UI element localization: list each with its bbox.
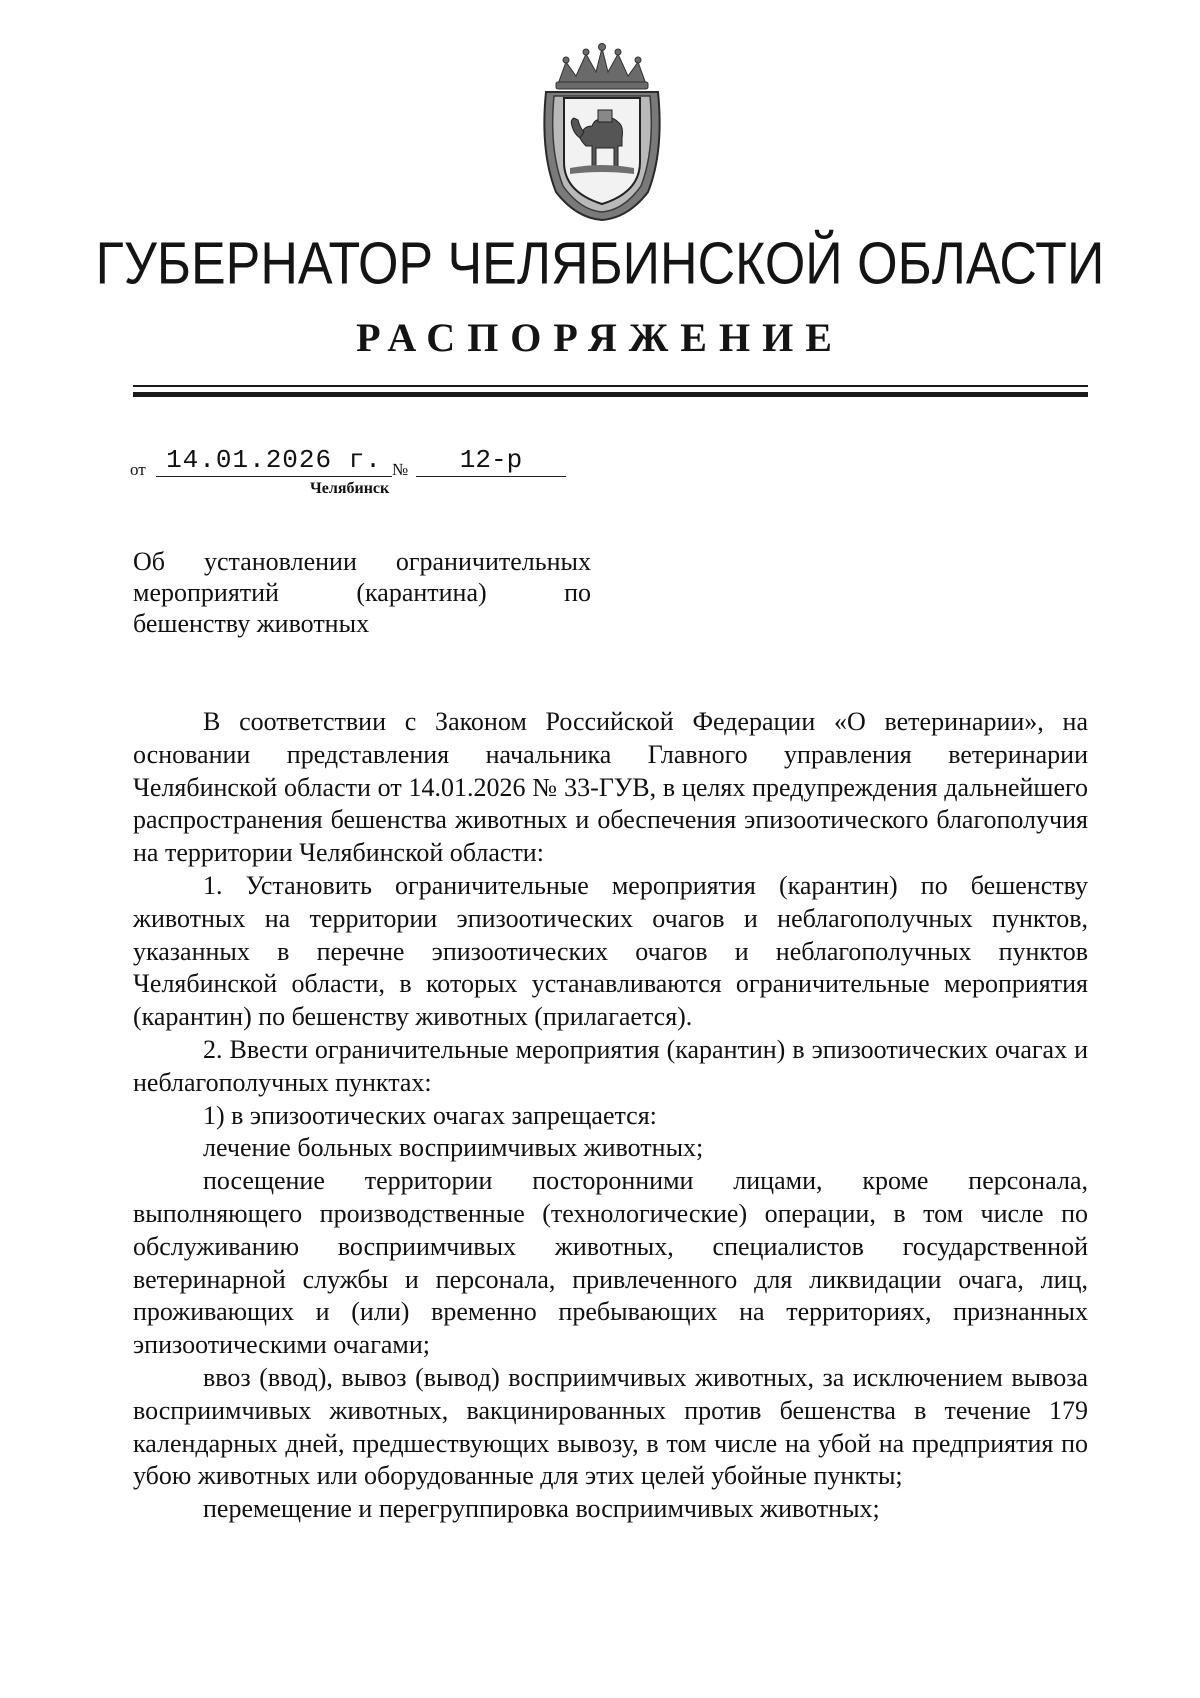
document-number: 12-р bbox=[459, 445, 523, 475]
number-label: № bbox=[392, 460, 409, 479]
date-prefix-label: от bbox=[130, 460, 146, 479]
list-item-paragraph: перемещение и перегруппировка восприимчивых животных; bbox=[203, 1494, 880, 1524]
list-item-paragraph: лечение больных восприимчивых животных; bbox=[203, 1133, 704, 1163]
issuing-authority: ГУБЕРНАТОР ЧЕЛЯБИНСКОЙ ОБЛАСТИ bbox=[95, 230, 1105, 298]
title-line: мероприятий (карантина) по bbox=[133, 578, 591, 607]
title-line: бешенству животных bbox=[133, 609, 370, 638]
chelyabinsk-coat-of-arms-icon bbox=[536, 42, 668, 222]
header-rule-thin bbox=[133, 385, 1088, 387]
document-type: РАСПОРЯЖЕНИЕ bbox=[356, 315, 844, 360]
subclause-1-paragraph: 1) в эпизоотических очагах запрещается: bbox=[203, 1100, 657, 1130]
document-date: 14.01.2026 г. bbox=[166, 445, 382, 475]
clause-2-paragraph: 2. Ввести ограничительные мероприятия (карантин) в эпизоотических очагах и неблагополучных пунктах: bbox=[133, 1034, 1088, 1097]
document-body bbox=[133, 706, 1088, 1526]
document-meta bbox=[130, 445, 650, 479]
clause-1-paragraph: 1. Установить ограничительные мероприятия (карантин) по бешенству животных на территории эпизоотических очагов и неблагополучных пунктов, указанных в перечне эпизоотических очагов и неблагополучных пунктов Челябинской области, в которых устанавливаются ограничительные мероприятия (карантин) по бешенству животных (прилагается). bbox=[133, 870, 1088, 1032]
list-item-paragraph: ввоз (ввод), вывоз (вывод) восприимчивых животных, за исключением вывоза восприимчивых животных, вакцинированных против бешенства в течение 179 календарных дней, предшествующих вывозу, в том числе на убой на предприятия по убою животных или оборудованные для этих целей убойные пункты; bbox=[133, 1362, 1088, 1491]
preamble-paragraph: В соответствии с Законом Российской Федерации «О ветеринарии», на основании представления начальника Главного управления ветеринарии Челябинской области от 14.01.2026 № 33-ГУВ, в целях предупреждения дальнейшего распространения бешенства животных и обеспечения эпизоотического благополучия на территории Челябинской области: bbox=[133, 707, 1088, 868]
list-item-paragraph: посещение территории посторонними лицами, кроме персонала, выполняющего производственные (технологические) операции, в том числе по обслуживанию восприимчивых животных, специалистов государственной ветеринарной службы и персонала, привлеченного для ликвидации очага, лиц, проживающих и (или) временно пребывающих на территориях, признанных эпизоотическими очагами; bbox=[133, 1166, 1088, 1360]
document-title bbox=[133, 546, 591, 639]
header-rule-thick bbox=[133, 392, 1088, 397]
issue-city: Челябинск bbox=[310, 480, 390, 497]
number-underline bbox=[416, 476, 566, 477]
title-line: Об установлении ограничительных bbox=[133, 547, 591, 576]
date-underline bbox=[156, 476, 392, 477]
